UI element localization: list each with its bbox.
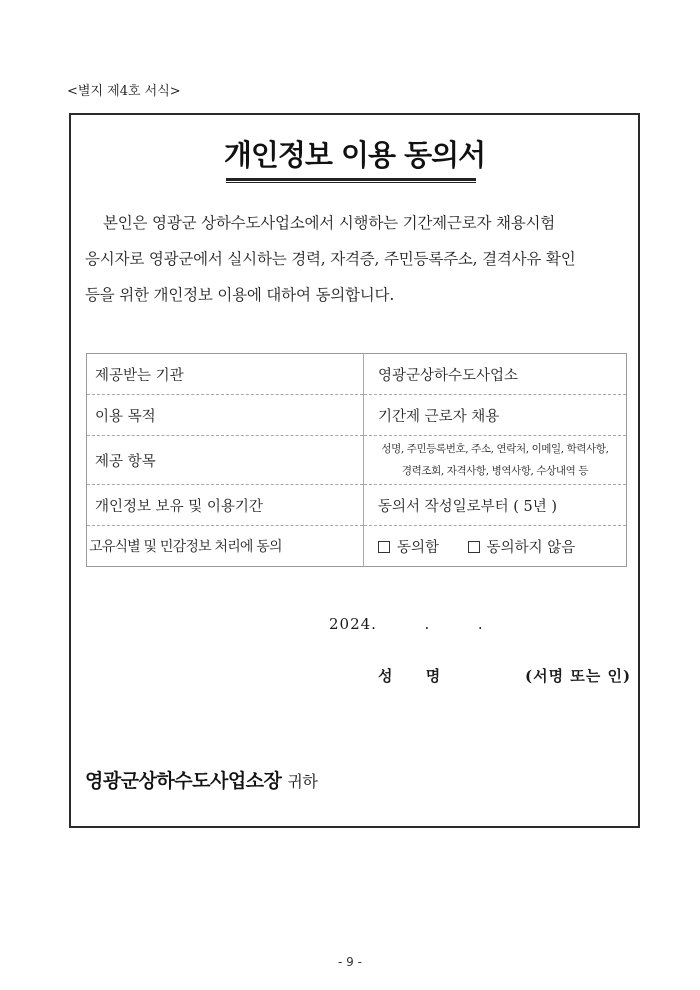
table-row xyxy=(87,354,627,395)
consent-table xyxy=(86,353,627,567)
addressee-org: 영광군상하수도사업소장 xyxy=(85,770,282,792)
page-number: - 9 - xyxy=(338,955,362,969)
name-label: 성 명 xyxy=(378,667,455,685)
agree-option[interactable] xyxy=(378,540,444,556)
date-year: 2024. xyxy=(329,615,377,633)
row-value-recipient: 영광군상하수도사업소 xyxy=(364,354,627,395)
row-value-items xyxy=(364,436,627,485)
row-label-retention: 개인정보 보유 및 이용기간 xyxy=(87,485,364,526)
row-label-recipient: 제공받는 기관 xyxy=(87,354,364,395)
statement-line-3: 등을 위한 개인정보 이용에 대하여 동의합니다. xyxy=(85,286,395,304)
consent-form-frame xyxy=(69,113,640,828)
title-underline xyxy=(226,178,476,183)
row-value-sensitive-info xyxy=(364,526,627,567)
addressee xyxy=(85,766,317,793)
row-label-items: 제공 항목 xyxy=(87,436,364,485)
table-row xyxy=(87,436,627,485)
date-day-separator: . xyxy=(477,615,484,633)
table-row xyxy=(87,485,627,526)
row-value-retention: 동의서 작성일로부터 ( 5년 ) xyxy=(364,485,627,526)
row-label-sensitive-info: 고유식별 및 민감정보 처리에 동의 xyxy=(87,526,364,567)
signature-note: (서명 또는 인) xyxy=(525,667,632,685)
row-label-purpose: 이용 목적 xyxy=(87,395,364,436)
disagree-checkbox[interactable] xyxy=(468,541,480,553)
statement-line-1: 본인은 영광군 상하수도사업소에서 시행하는 기간제근로자 채용시험 xyxy=(103,214,556,232)
document-title: 개인정보 이용 동의서 xyxy=(223,138,486,172)
items-line-1: 성명, 주민등록번호, 주소, 연락처, 이메일, 학력사항, xyxy=(381,443,609,455)
disagree-option[interactable] xyxy=(468,540,576,556)
agree-label: 동의함 xyxy=(397,539,440,556)
items-line-2: 경력조회, 자격사항, 병역사항, 수상내역 등 xyxy=(401,465,589,477)
disagree-label: 동의하지 않음 xyxy=(486,539,576,556)
table-row xyxy=(87,395,627,436)
form-number: <별지 제4호 서식> xyxy=(67,84,181,99)
addressee-suffix: 귀하 xyxy=(287,772,318,791)
statement-line-2: 응시자로 영광군에서 실시하는 경력, 자격증, 주민등록주소, 결격사유 확인 xyxy=(85,250,576,268)
table-row xyxy=(87,526,627,567)
row-value-purpose: 기간제 근로자 채용 xyxy=(364,395,627,436)
consent-statement xyxy=(85,205,625,313)
date-month-separator: . xyxy=(424,615,431,633)
agree-checkbox[interactable] xyxy=(378,541,390,553)
date-line xyxy=(329,615,484,633)
